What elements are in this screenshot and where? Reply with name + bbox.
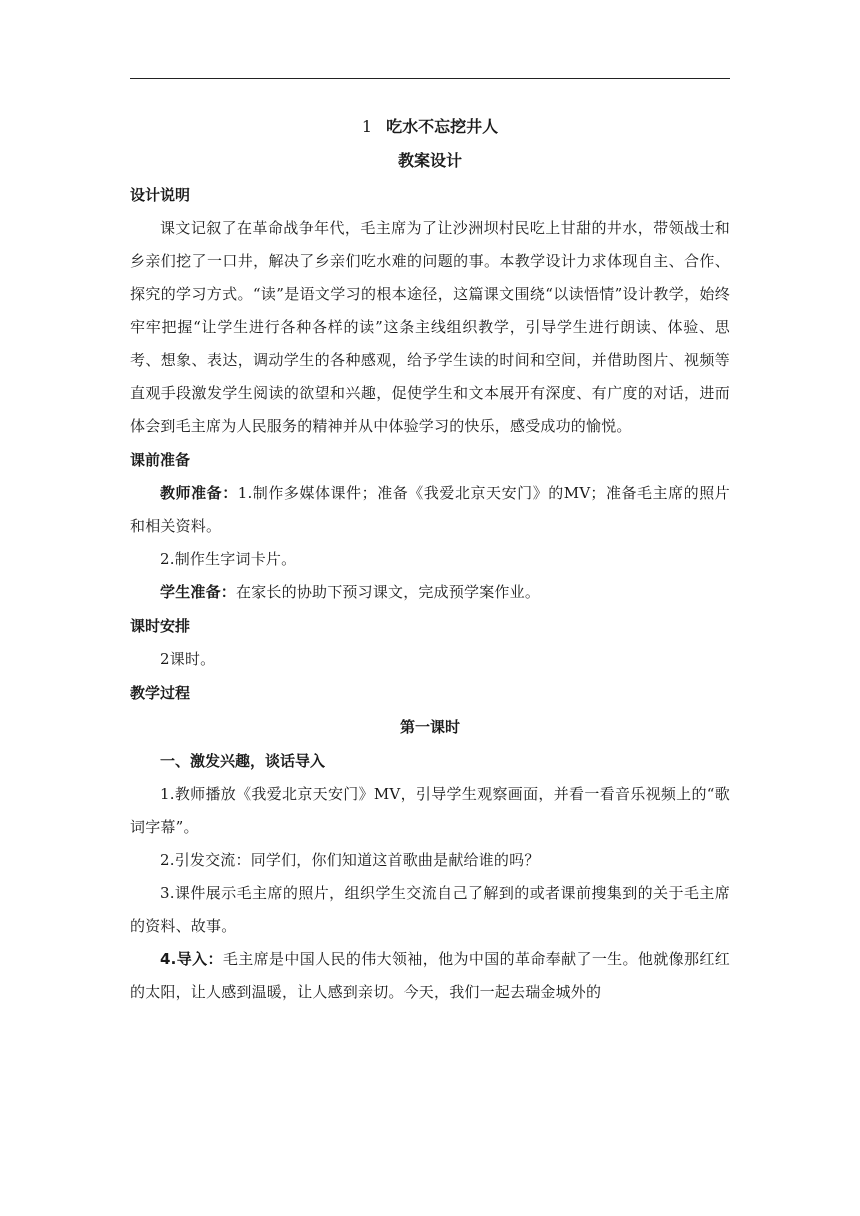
header-rule <box>130 78 730 79</box>
section-heading-schedule: 课时安排 <box>130 617 191 635</box>
teacher-preparation <box>130 477 730 543</box>
process-item-4-text: 毛主席是中国人民的伟大领袖，他为中国的革命奉献了一生。他就像那红红的太阳，让人感到温暖，让人感到亲切。今天，我们一起去瑞金城外的 <box>130 950 731 1001</box>
student-preparation <box>130 576 730 609</box>
student-preparation-text: 在家长的协助下预习课文，完成预学案作业。 <box>236 583 541 601</box>
step-heading: 一、激发兴趣，谈话导入 <box>160 752 326 770</box>
process-item-3: 3.课件展示毛主席的照片，组织学生交流自己了解到的或者课前搜集到的关于毛主席的资料、故事。 <box>130 884 730 935</box>
teacher-preparation-text: 1.制作多媒体课件；准备《我爱北京天安门》的MV；准备毛主席的照片和相关资料。 <box>130 484 730 535</box>
section-heading-preparation: 课前准备 <box>130 451 191 469</box>
doc-title: 教案设计 <box>397 151 462 170</box>
schedule-text: 2课时。 <box>160 650 216 668</box>
teacher-preparation-2: 2.制作生字词卡片。 <box>160 550 297 568</box>
lesson-number: 1 <box>361 117 373 136</box>
student-preparation-label: 学生准备： <box>160 583 237 601</box>
process-item-4 <box>130 943 730 1009</box>
section-heading-process: 教学过程 <box>130 684 191 702</box>
teacher-preparation-label: 教师准备： <box>160 484 238 502</box>
process-item-1: 1.教师播放《我爱北京天安门》MV，引导学生观察画面，并看一看音乐视频上的“歌词字幕”。 <box>130 785 730 836</box>
lesson-title <box>130 110 730 144</box>
period-title: 第一课时 <box>399 718 460 736</box>
design-note-paragraph: 课文记叙了在革命战争年代，毛主席为了让沙洲坝村民吃上甘甜的井水，带领战士和乡亲们挖了一口井，解决了乡亲们吃水难的问题的事。本教学设计力求体现自主、合作、探究的学习方式。“读”是语文学习的根本途径，这篇课文围绕“以读悟情”设计教学，始终牢牢把握“让学生进行各种各样的读”这条主线组织教学，引导学生进行朗读、体验、思考、想象、表达，调动学生的各种感观，给予学生读的时间和空间，并借助图片、视频等直观手段激发学生阅读的欲望和兴趣，促使学生和文本展开有深度、有广度的对话，进而体会到毛主席为人民服务的精神并从中体验学习的快乐，感受成功的愉悦。 <box>130 219 730 435</box>
process-item-4-label: 4.导入： <box>160 950 223 968</box>
process-item-2: 2.引发交流：同学们，你们知道这首歌曲是献给谁的吗？ <box>160 851 540 869</box>
section-heading-design-note: 设计说明 <box>130 186 191 204</box>
document-content <box>130 110 730 1009</box>
lesson-title-text: 吃水不忘挖井人 <box>386 117 499 136</box>
